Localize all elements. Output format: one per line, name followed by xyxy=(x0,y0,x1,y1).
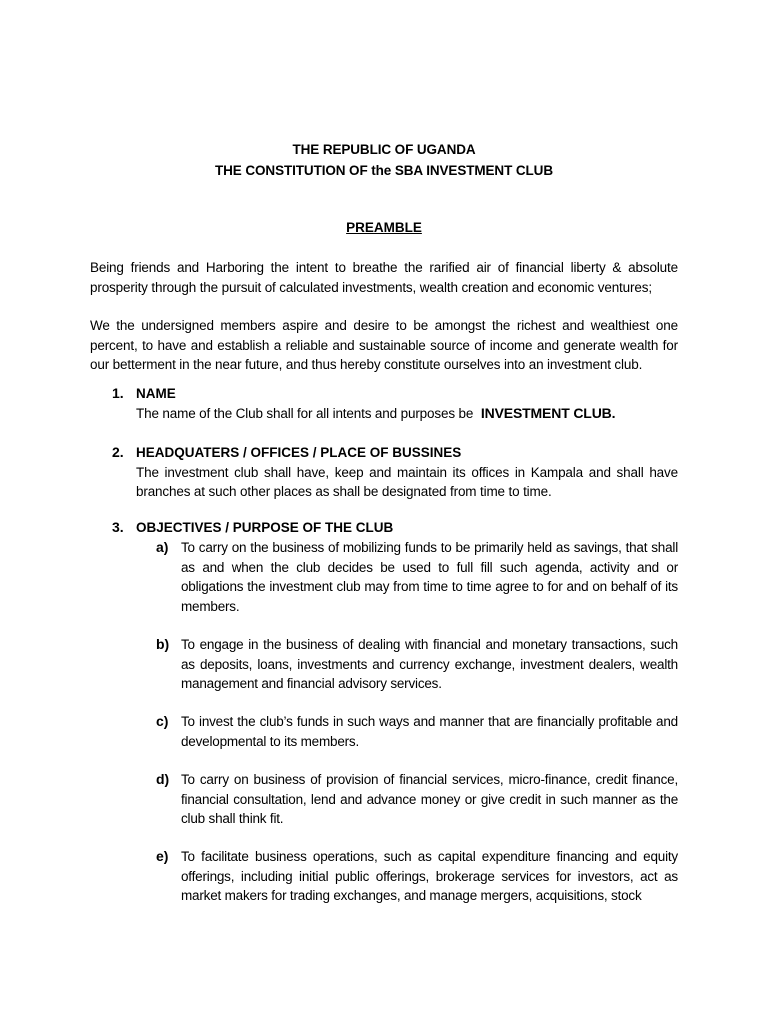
section-heading: OBJECTIVES / PURPOSE OF THE CLUB xyxy=(136,520,394,535)
section-name xyxy=(112,384,678,423)
objective-text: To carry on business of provision of financial services, micro-finance, credit finance, financial consultation, lend and advance money or give credit in such manner as the club shall think fit. xyxy=(181,772,678,826)
section-number: 1. xyxy=(112,385,124,401)
objective-text: To facilitate business operations, such as capital expenditure financing and equity offerings, including initial public offerings, brokerage services for investors, act as market makers for trading exchanges, and manage mergers, acquisitions, stock xyxy=(181,849,678,903)
section-body: The investment club shall have, keep and maintain its offices in Kampala and shall have branches at such other places as shall be designated from time to time. xyxy=(136,464,678,499)
objective-item xyxy=(156,538,678,616)
section-number: 3. xyxy=(112,519,124,535)
objective-item xyxy=(156,712,678,751)
objective-letter: b) xyxy=(156,636,170,652)
objective-letter: e) xyxy=(156,848,169,864)
objective-item xyxy=(156,635,678,694)
objective-text: To engage in the business of dealing with financial and monetary transactions, such as deposits, loans, investments and currency exchange, investment dealers, wealth management and financial advisory services. xyxy=(181,637,678,691)
section-heading: HEADQUATERS / OFFICES / PLACE OF BUSSINES xyxy=(136,445,462,460)
section-objectives xyxy=(112,518,678,538)
section-headquarters xyxy=(112,443,678,502)
objective-text: To invest the club’s funds in such ways and manner that are financially profitable and developmental to its members. xyxy=(181,714,678,749)
objective-text: To carry on the business of mobilizing funds to be primarily held as savings, that shall as and when the club decides be used to full fill such agenda, activity and or obligations the investment club may from time to time agree to for and on behalf of its members. xyxy=(181,540,678,614)
objective-item xyxy=(156,770,678,829)
section-body-text: The name of the Club shall for all intents and purposes be xyxy=(136,405,474,421)
club-name-emphasis: INVESTMENT CLUB. xyxy=(480,404,616,421)
document-title-line1: THE REPUBLIC OF UGANDA xyxy=(292,142,476,157)
preamble-heading: PREAMBLE xyxy=(346,220,422,235)
objective-letter: a) xyxy=(156,539,169,555)
preamble-paragraph-1: Being friends and Harboring the intent to breathe the rarified air of financial liberty & absolute prosperity through the pursuit of calculated investments, wealth creation and economic ventures; xyxy=(90,260,678,295)
objective-item xyxy=(156,847,678,906)
section-heading: NAME xyxy=(136,386,176,401)
preamble-paragraph-2: We the undersigned members aspire and desire to be amongst the richest and wealthiest one percent, to have and establish a reliable and sustainable source of income and generate wealth for our betterment in the near future, and thus hereby constitute ourselves into an investment club. xyxy=(90,318,678,372)
objective-letter: d) xyxy=(156,771,170,787)
document-title-line2: THE CONSTITUTION OF the SBA INVESTMENT CLUB xyxy=(215,163,553,178)
section-number: 2. xyxy=(112,444,124,460)
objective-letter: c) xyxy=(156,713,169,729)
section-body xyxy=(136,404,678,424)
